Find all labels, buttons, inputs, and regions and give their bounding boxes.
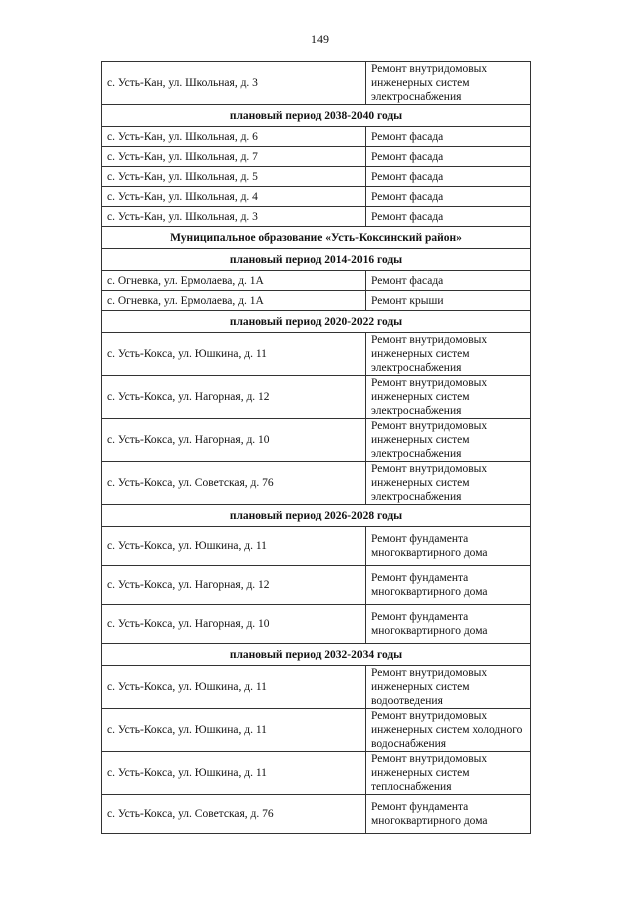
address-cell: с. Усть-Кан, ул. Школьная, д. 6 bbox=[102, 127, 366, 147]
address-cell: с. Усть-Кан, ул. Школьная, д. 3 bbox=[102, 207, 366, 227]
section-title: Муниципальное образование «Усть-Коксинский район» bbox=[102, 227, 531, 249]
work-type-cell: Ремонт внутридомовых инженерных систем холодного водоснабжения bbox=[366, 709, 531, 752]
section-header-row bbox=[102, 505, 531, 527]
work-type-cell: Ремонт фундамента многоквартирного дома bbox=[366, 527, 531, 566]
section-header-row bbox=[102, 644, 531, 666]
address-cell: с. Усть-Кан, ул. Школьная, д. 3 bbox=[102, 62, 366, 105]
work-type-cell: Ремонт фасада bbox=[366, 167, 531, 187]
table-row bbox=[102, 752, 531, 795]
table-row bbox=[102, 376, 531, 419]
address-cell: с. Огневка, ул. Ермолаева, д. 1А bbox=[102, 291, 366, 311]
section-title: плановый период 2026-2028 годы bbox=[102, 505, 531, 527]
section-header-row bbox=[102, 311, 531, 333]
work-type-cell: Ремонт фундамента многоквартирного дома bbox=[366, 795, 531, 834]
work-type-cell: Ремонт внутридомовых инженерных систем электроснабжения bbox=[366, 333, 531, 376]
table-row bbox=[102, 709, 531, 752]
table-row bbox=[102, 187, 531, 207]
address-cell: с. Усть-Кокса, ул. Советская, д. 76 bbox=[102, 795, 366, 834]
address-cell: с. Усть-Кокса, ул. Нагорная, д. 10 bbox=[102, 419, 366, 462]
table-row bbox=[102, 566, 531, 605]
section-header-row bbox=[102, 227, 531, 249]
page-number: 149 bbox=[311, 32, 329, 46]
work-type-cell: Ремонт внутридомовых инженерных систем электроснабжения bbox=[366, 376, 531, 419]
table-row bbox=[102, 605, 531, 644]
section-title: плановый период 2038-2040 годы bbox=[102, 105, 531, 127]
section-header-row bbox=[102, 105, 531, 127]
address-cell: с. Усть-Кокса, ул. Юшкина, д. 11 bbox=[102, 709, 366, 752]
work-type-cell: Ремонт фасада bbox=[366, 127, 531, 147]
table-row bbox=[102, 795, 531, 834]
address-cell: с. Усть-Кокса, ул. Нагорная, д. 12 bbox=[102, 376, 366, 419]
work-type-cell: Ремонт внутридомовых инженерных систем водоотведения bbox=[366, 666, 531, 709]
work-type-cell: Ремонт внутридомовых инженерных систем электроснабжения bbox=[366, 462, 531, 505]
table-row bbox=[102, 666, 531, 709]
table-row bbox=[102, 333, 531, 376]
work-type-cell: Ремонт крыши bbox=[366, 291, 531, 311]
work-type-cell: Ремонт фундамента многоквартирного дома bbox=[366, 566, 531, 605]
section-title: плановый период 2020-2022 годы bbox=[102, 311, 531, 333]
address-cell: с. Усть-Кокса, ул. Юшкина, д. 11 bbox=[102, 333, 366, 376]
table-row bbox=[102, 167, 531, 187]
work-type-cell: Ремонт внутридомовых инженерных систем электроснабжения bbox=[366, 419, 531, 462]
work-type-cell: Ремонт внутридомовых инженерных систем теплоснабжения bbox=[366, 752, 531, 795]
table-row bbox=[102, 527, 531, 566]
address-cell: с. Усть-Кокса, ул. Юшкина, д. 11 bbox=[102, 752, 366, 795]
address-cell: с. Усть-Кокса, ул. Нагорная, д. 10 bbox=[102, 605, 366, 644]
work-type-cell: Ремонт фасада bbox=[366, 271, 531, 291]
section-title: плановый период 2032-2034 годы bbox=[102, 644, 531, 666]
work-type-cell: Ремонт фасада bbox=[366, 187, 531, 207]
repair-schedule-table bbox=[101, 61, 531, 834]
address-cell: с. Усть-Кан, ул. Школьная, д. 7 bbox=[102, 147, 366, 167]
table-row bbox=[102, 271, 531, 291]
work-type-cell: Ремонт фундамента многоквартирного дома bbox=[366, 605, 531, 644]
work-type-cell: Ремонт фасада bbox=[366, 147, 531, 167]
address-cell: с. Усть-Кокса, ул. Юшкина, д. 11 bbox=[102, 666, 366, 709]
table-row bbox=[102, 207, 531, 227]
table-row bbox=[102, 462, 531, 505]
section-title: плановый период 2014-2016 годы bbox=[102, 249, 531, 271]
address-cell: с. Усть-Кокса, ул. Юшкина, д. 11 bbox=[102, 527, 366, 566]
address-cell: с. Усть-Кокса, ул. Нагорная, д. 12 bbox=[102, 566, 366, 605]
address-cell: с. Огневка, ул. Ермолаева, д. 1А bbox=[102, 271, 366, 291]
table-row bbox=[102, 62, 531, 105]
table-row bbox=[102, 147, 531, 167]
section-header-row bbox=[102, 249, 531, 271]
table-row bbox=[102, 127, 531, 147]
address-cell: с. Усть-Кан, ул. Школьная, д. 4 bbox=[102, 187, 366, 207]
table-row bbox=[102, 291, 531, 311]
work-type-cell: Ремонт внутридомовых инженерных систем электроснабжения bbox=[366, 62, 531, 105]
work-type-cell: Ремонт фасада bbox=[366, 207, 531, 227]
address-cell: с. Усть-Кокса, ул. Советская, д. 76 bbox=[102, 462, 366, 505]
table-row bbox=[102, 419, 531, 462]
address-cell: с. Усть-Кан, ул. Школьная, д. 5 bbox=[102, 167, 366, 187]
